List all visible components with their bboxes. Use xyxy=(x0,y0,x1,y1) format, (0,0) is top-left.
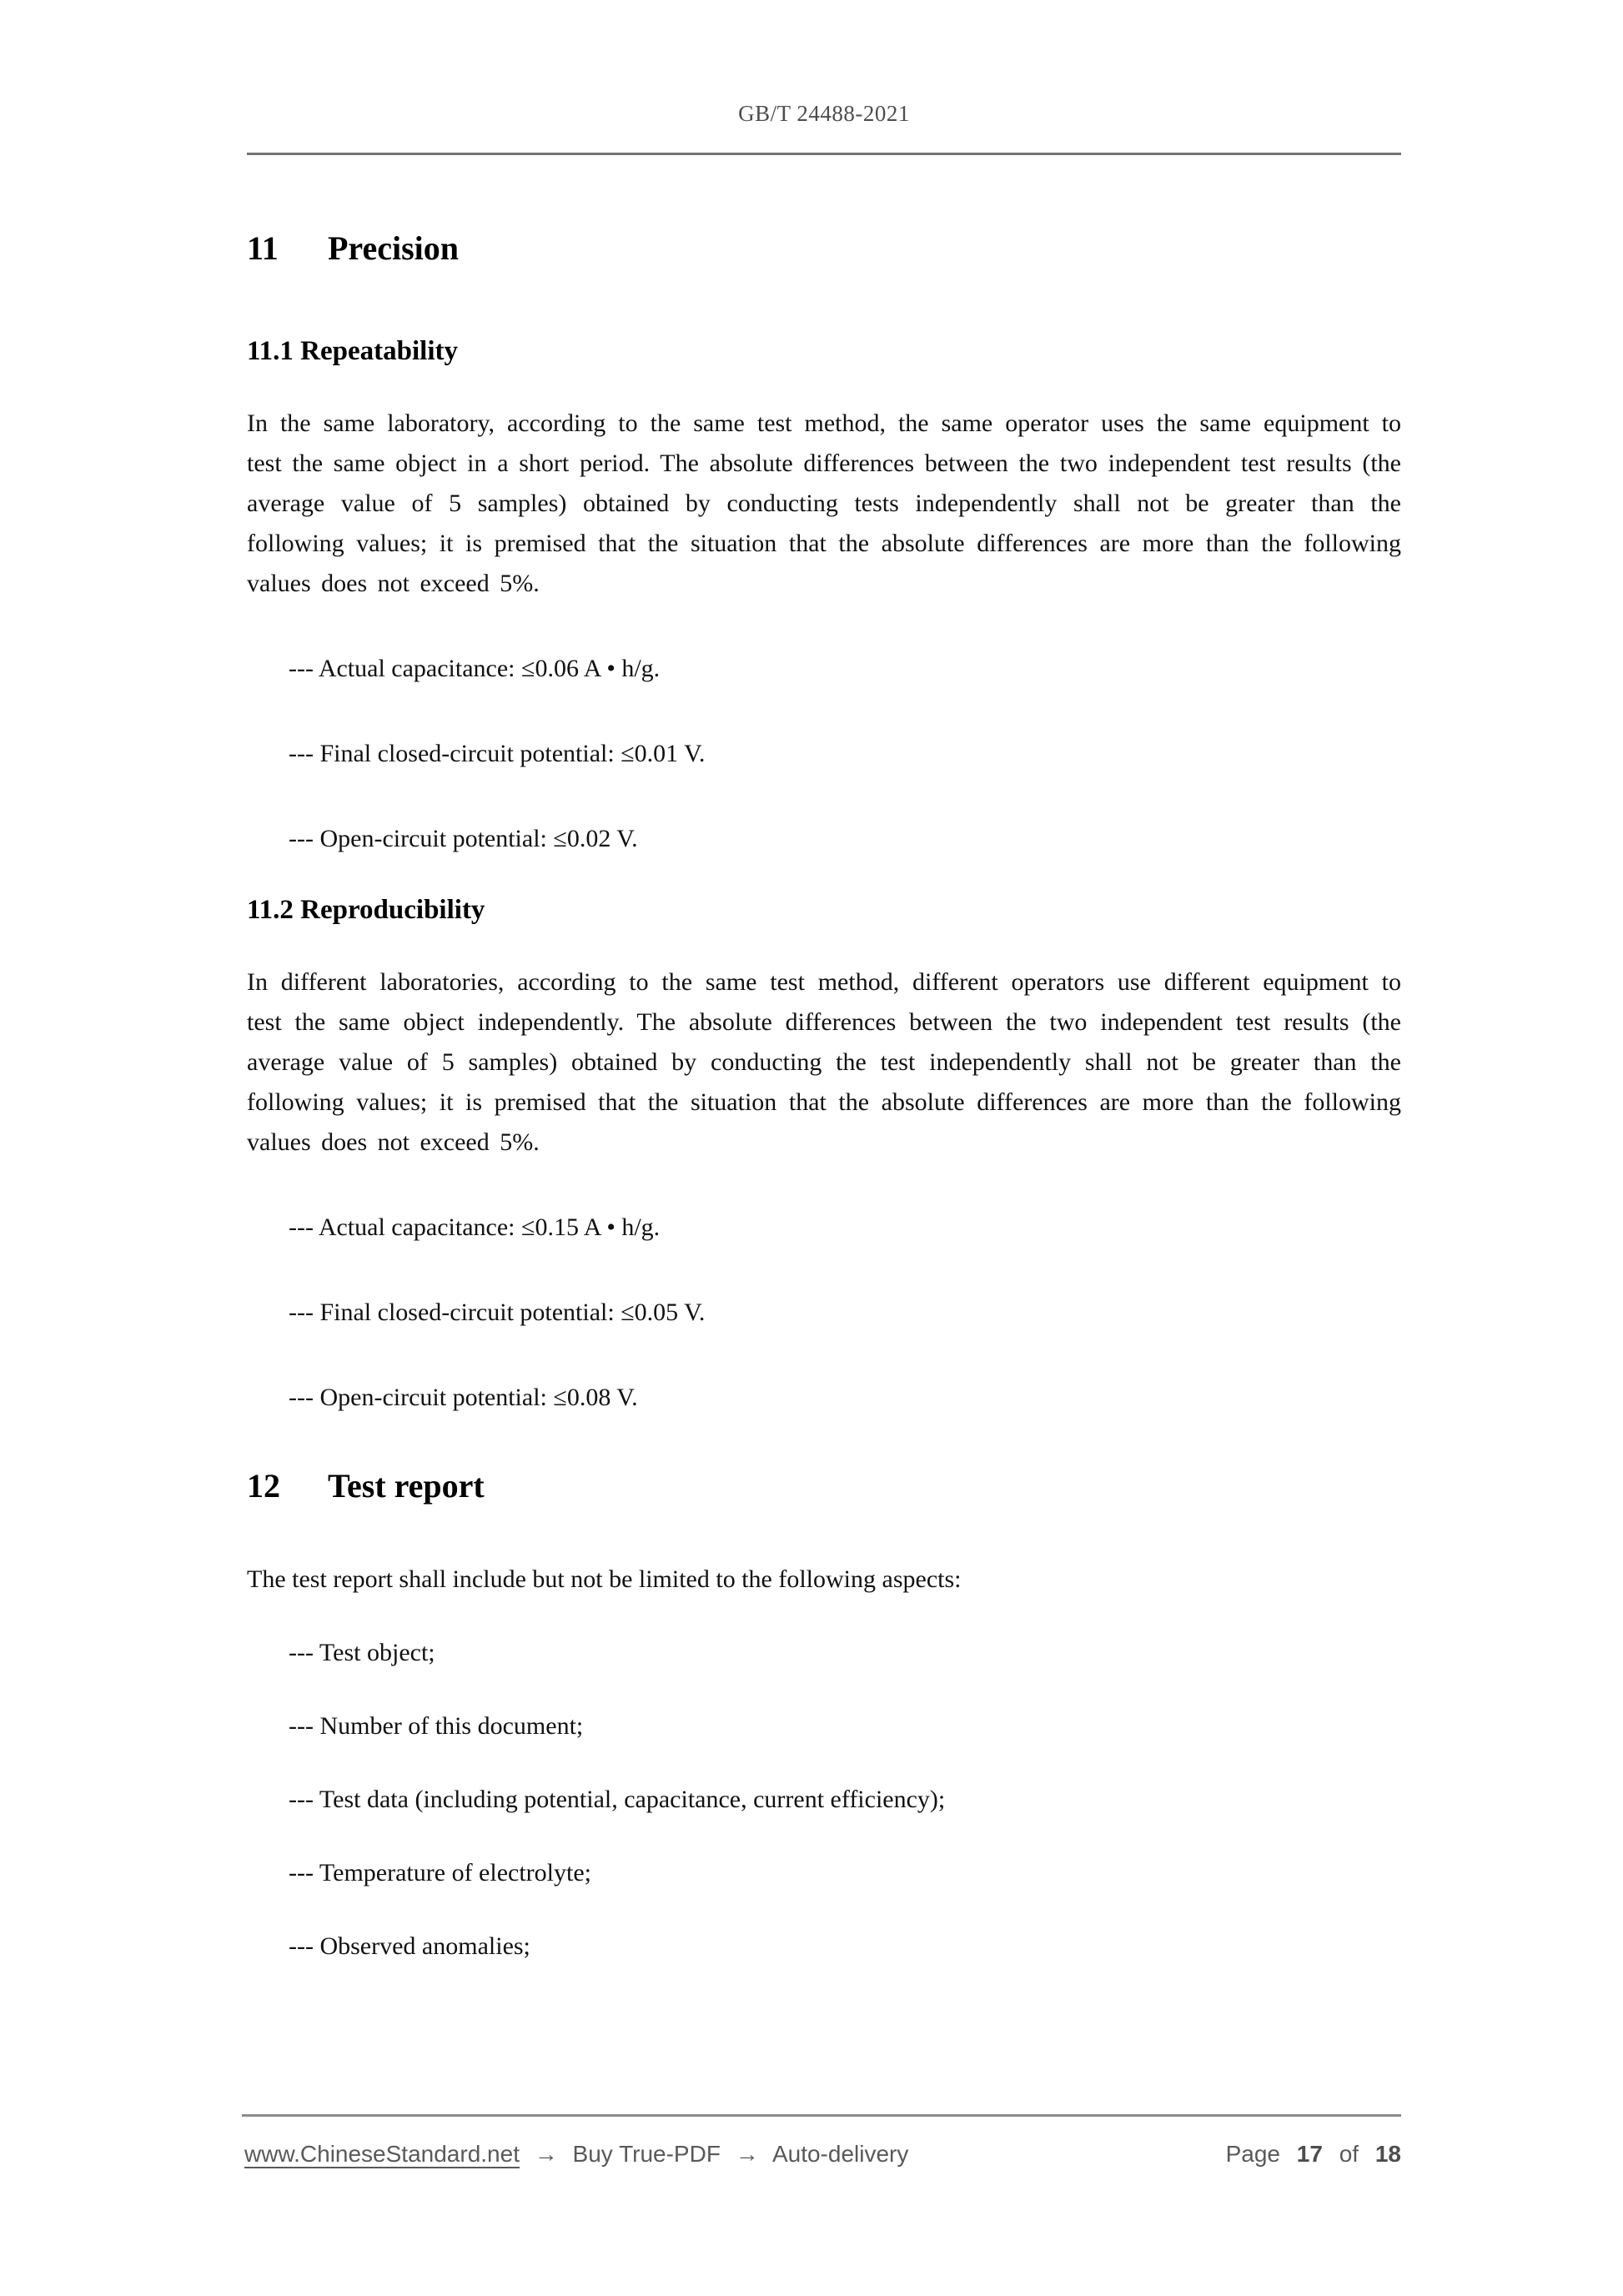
of-label: of xyxy=(1339,2141,1359,2167)
list-item: --- Final closed-circuit potential: ≤0.05 V. xyxy=(289,1299,706,1326)
footer-left xyxy=(244,2137,908,2172)
page-label: Page xyxy=(1225,2141,1280,2167)
website-link[interactable]: www.ChineseStandard.net xyxy=(244,2141,520,2167)
list-item: --- Number of this document; xyxy=(289,1712,584,1740)
footer xyxy=(0,2137,1623,2172)
list-item: --- Test data (including potential, capacitance, current efficiency); xyxy=(289,1786,946,1813)
footer-step-buy-pdf: Buy True-PDF xyxy=(572,2141,721,2167)
footer-step-auto-delivery: Auto-delivery xyxy=(771,2141,909,2167)
list-item: --- Open-circuit potential: ≤0.02 V. xyxy=(289,825,638,852)
subsection-11-1-paragraph: In the same laboratory, according to the same test method, the same operator uses the same equipment to test the same object in a short period. The absolute differences between the two independent test results (the average value of 5 samples) obtained by conducting tests independently shall not be greater than the following values; it is premised that the situation that the absolute differences are more than the following values does not exceed 5%. xyxy=(247,409,1401,597)
section-11-title: Precision xyxy=(328,229,460,267)
section-12-number: 12 xyxy=(247,1467,280,1505)
page-current-number: 17 xyxy=(1296,2141,1323,2167)
subsection-11-1-heading: 11.1 Repeatability xyxy=(247,336,458,366)
document-header xyxy=(247,98,1401,128)
footer-divider xyxy=(242,2114,1401,2117)
standard-number: GB/T 24488-2021 xyxy=(738,101,910,126)
list-item: --- Actual capacitance: ≤0.06 A • h/g. xyxy=(289,655,661,682)
page-indicator xyxy=(1226,2137,1401,2172)
section-12-intro: The test report shall include but not be limited to the following aspects: xyxy=(247,1565,962,1593)
arrow-icon: → xyxy=(534,2141,558,2167)
list-item: --- Final closed-circuit potential: ≤0.01 V. xyxy=(289,740,706,767)
section-12-title: Test report xyxy=(328,1467,485,1505)
list-item: --- Open-circuit potential: ≤0.08 V. xyxy=(289,1384,638,1411)
list-item: --- Test object; xyxy=(289,1639,435,1666)
subsection-11-2-heading: 11.2 Reproducibility xyxy=(247,895,485,925)
section-11-number: 11 xyxy=(247,229,279,267)
header-divider xyxy=(247,153,1401,155)
list-item: --- Actual capacitance: ≤0.15 A • h/g. xyxy=(289,1213,661,1241)
list-item: --- Temperature of electrolyte; xyxy=(289,1859,591,1887)
section-11-heading xyxy=(247,229,1401,269)
section-12-heading xyxy=(247,1466,1401,1506)
subsection-11-2-paragraph: In different laboratories, according to the same test method, different operators use different equipment to test the same object independently. The absolute differences between the two independent test results (the average value of 5 samples) obtained by conducting the test independently shall not be greater than the following values; it is premised that the situation that the absolute differences are more than the following values does not exceed 5%. xyxy=(247,968,1401,1156)
page-total-number: 18 xyxy=(1374,2141,1401,2167)
arrow-icon: → xyxy=(735,2141,759,2167)
list-item: --- Observed anomalies; xyxy=(289,1932,530,1960)
